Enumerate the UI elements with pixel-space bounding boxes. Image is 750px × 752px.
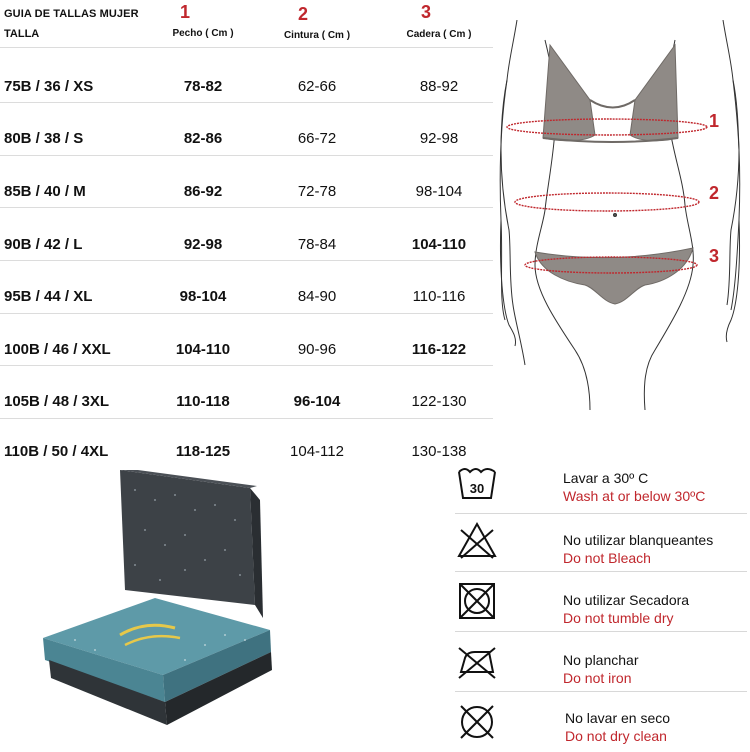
hip-column-header: Cadera ( Cm ) [406, 29, 472, 40]
hip-cell: 88-92 [419, 78, 459, 95]
hip-measure-number: 3 [420, 2, 431, 22]
size-cell: 90B / 42 / L [4, 236, 83, 253]
care-label-es: No lavar en seco [565, 710, 671, 726]
waist-cell: 84-90 [297, 288, 337, 305]
table-row [0, 236, 493, 256]
size-cell: 95B / 44 / XL [4, 288, 93, 305]
size-column-header: TALLA [4, 28, 40, 40]
hip-cell: 104-110 [411, 236, 467, 253]
table-divider [0, 207, 493, 208]
waist-cell: 66-72 [297, 130, 337, 147]
chest-cell: 104-110 [175, 341, 231, 358]
waist-cell: 104-112 [290, 443, 344, 460]
table-row [0, 78, 493, 98]
chest-cell: 92-98 [183, 236, 223, 253]
hip-cell: 122-130 [411, 393, 467, 410]
care-label-en: Wash at or below 30ºC [563, 488, 706, 504]
chest-cell: 82-86 [183, 130, 223, 147]
wash-30-icon [455, 460, 499, 504]
table-divider [0, 313, 493, 314]
no-iron-icon [455, 638, 499, 682]
size-cell: 110B / 50 / 4XL [4, 443, 109, 460]
bikini-body-illustration [495, 20, 750, 420]
chest-measure-label: 1 [709, 111, 720, 131]
chest-cell: 78-82 [183, 78, 223, 95]
care-no-tumble-dry [455, 574, 747, 632]
table-row [0, 393, 493, 413]
table-row [0, 341, 493, 361]
wash-temperature-text: 30 [469, 481, 485, 496]
chest-cell: 118-125 [175, 443, 231, 460]
care-label-en: Do not dry clean [565, 728, 667, 744]
care-no-dry-clean [455, 694, 747, 752]
size-guide-title: GUIA DE TALLAS MUJER [4, 8, 139, 20]
waist-cell: 90-96 [297, 341, 337, 358]
hip-cell: 110-116 [412, 288, 466, 305]
care-label-es: No utilizar blanqueantes [563, 532, 714, 548]
care-divider [455, 571, 747, 572]
table-divider [0, 260, 493, 261]
size-cell: 105B / 48 / 3XL [4, 393, 110, 410]
care-label-es: No planchar [563, 652, 639, 668]
gift-box-image [35, 470, 275, 740]
hip-cell: 92-98 [419, 130, 459, 147]
chest-cell: 86-92 [183, 183, 223, 200]
no-dry-clean-icon [455, 698, 499, 742]
chest-measure-number: 1 [179, 2, 190, 22]
size-cell: 75B / 36 / XS [4, 78, 94, 95]
chest-column-header: Pecho ( Cm ) [172, 28, 234, 39]
table-divider [0, 155, 493, 156]
care-label-en: Do not tumble dry [563, 610, 674, 626]
table-divider [0, 418, 493, 419]
waist-cell: 78-84 [297, 236, 337, 253]
care-label-en: Do not iron [563, 670, 632, 686]
table-divider [0, 365, 493, 366]
waist-cell: 62-66 [297, 78, 337, 95]
size-cell: 80B / 38 / S [4, 130, 84, 147]
table-row [0, 443, 493, 463]
hip-cell: 98-104 [415, 183, 463, 200]
table-row [0, 288, 493, 308]
care-label-en: Do not Bleach [563, 550, 651, 566]
size-cell: 85B / 40 / M [4, 183, 86, 200]
care-label-es: No utilizar Secadora [563, 592, 690, 608]
care-label-es: Lavar a 30º C [563, 470, 649, 486]
care-no-bleach [455, 514, 747, 572]
no-tumble-dry-icon [455, 578, 499, 622]
waist-measure-number: 2 [297, 4, 308, 24]
table-row [0, 130, 493, 150]
waist-measure-label: 2 [709, 183, 720, 203]
hip-cell: 116-122 [411, 341, 467, 358]
hip-measure-label: 3 [709, 246, 720, 266]
waist-column-header: Cintura ( Cm ) [283, 30, 351, 41]
waist-cell: 96-104 [293, 393, 341, 410]
table-divider [0, 47, 493, 48]
chest-cell: 98-104 [179, 288, 227, 305]
body-figure [495, 20, 750, 420]
size-cell: 100B / 46 / XXL [4, 341, 111, 358]
care-divider [455, 691, 747, 692]
table-row [0, 183, 493, 203]
table-divider [0, 102, 493, 103]
chest-cell: 110-118 [176, 393, 230, 410]
care-divider [455, 631, 747, 632]
waist-cell: 72-78 [297, 183, 337, 200]
no-bleach-icon [455, 518, 499, 562]
care-wash-30 [455, 456, 747, 514]
care-no-iron [455, 634, 747, 692]
hip-cell: 130-138 [411, 443, 467, 460]
